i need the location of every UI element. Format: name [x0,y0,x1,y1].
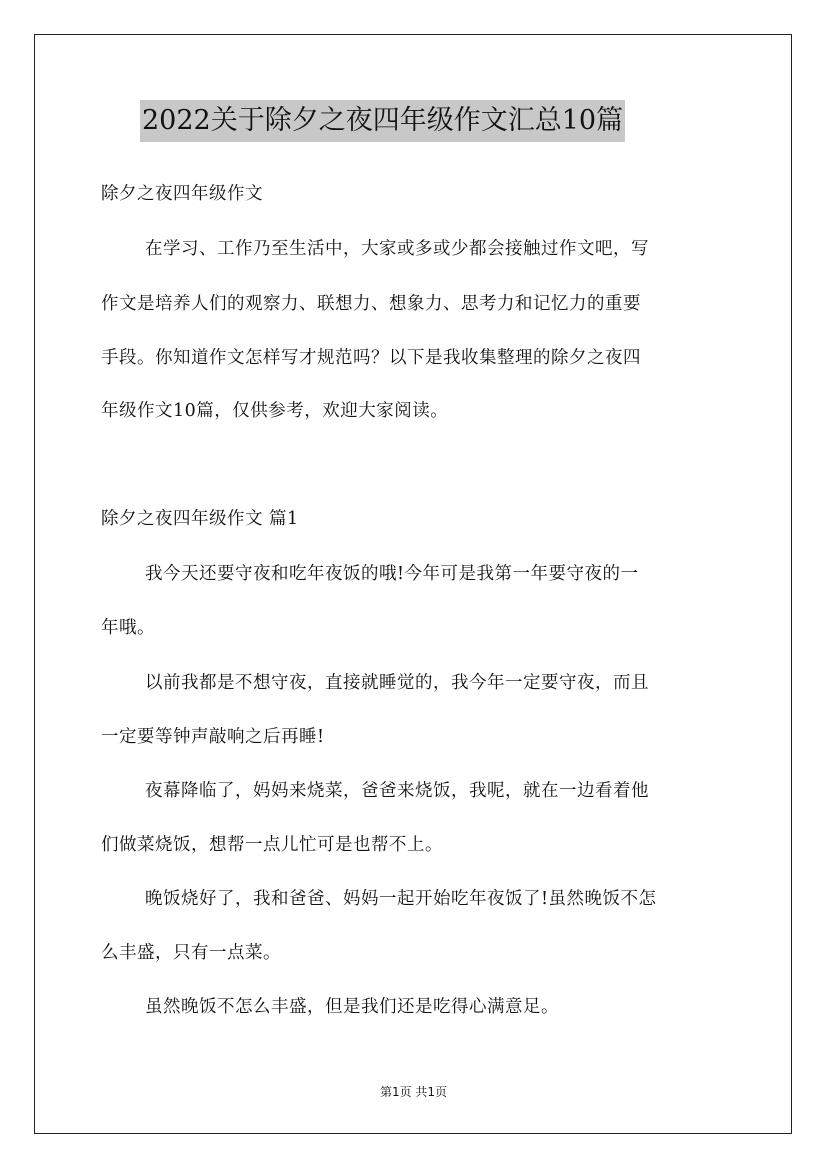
article-heading: 除夕之夜四年级作文 篇1 [101,509,299,529]
intro-heading: 除夕之夜四年级作文 [101,184,263,204]
intro-line: 在学习、工作乃至生活中，大家或多或少都会接触过作文吧，写 [145,239,649,259]
page-number-footer: 第1页 共1页 [379,1085,448,1099]
document-title: 2022关于除夕之夜四年级作文汇总10篇 [140,100,625,142]
article-line: 年哦。 [101,618,155,638]
article-line: 们做菜烧饭，想帮一点儿忙可是也帮不上。 [101,835,443,855]
article-line: 么丰盛，只有一点菜。 [101,943,281,963]
intro-line: 手段。你知道作文怎样写才规范吗？以下是我收集整理的除夕之夜四 [101,348,641,368]
article-line: 虽然晚饭不怎么丰盛，但是我们还是吃得心满意足。 [145,997,559,1017]
article-line: 以前我都是不想守夜，直接就睡觉的，我今年一定要守夜，而且 [145,673,649,693]
intro-line: 年级作文10篇，仅供参考，欢迎大家阅读。 [101,401,449,421]
article-line: 一定要等钟声敲响之后再睡! [101,727,325,747]
article-line: 我今天还要守夜和吃年夜饭的哦!今年可是我第一年要守夜的一 [145,564,639,584]
article-line: 夜幕降临了，妈妈来烧菜，爸爸来烧饭，我呢，就在一边看着他 [145,781,649,801]
article-line: 晚饭烧好了，我和爸爸、妈妈一起开始吃年夜饭了!虽然晚饭不怎 [145,889,657,909]
intro-line: 作文是培养人们的观察力、联想力、想象力、思考力和记忆力的重要 [101,294,641,314]
